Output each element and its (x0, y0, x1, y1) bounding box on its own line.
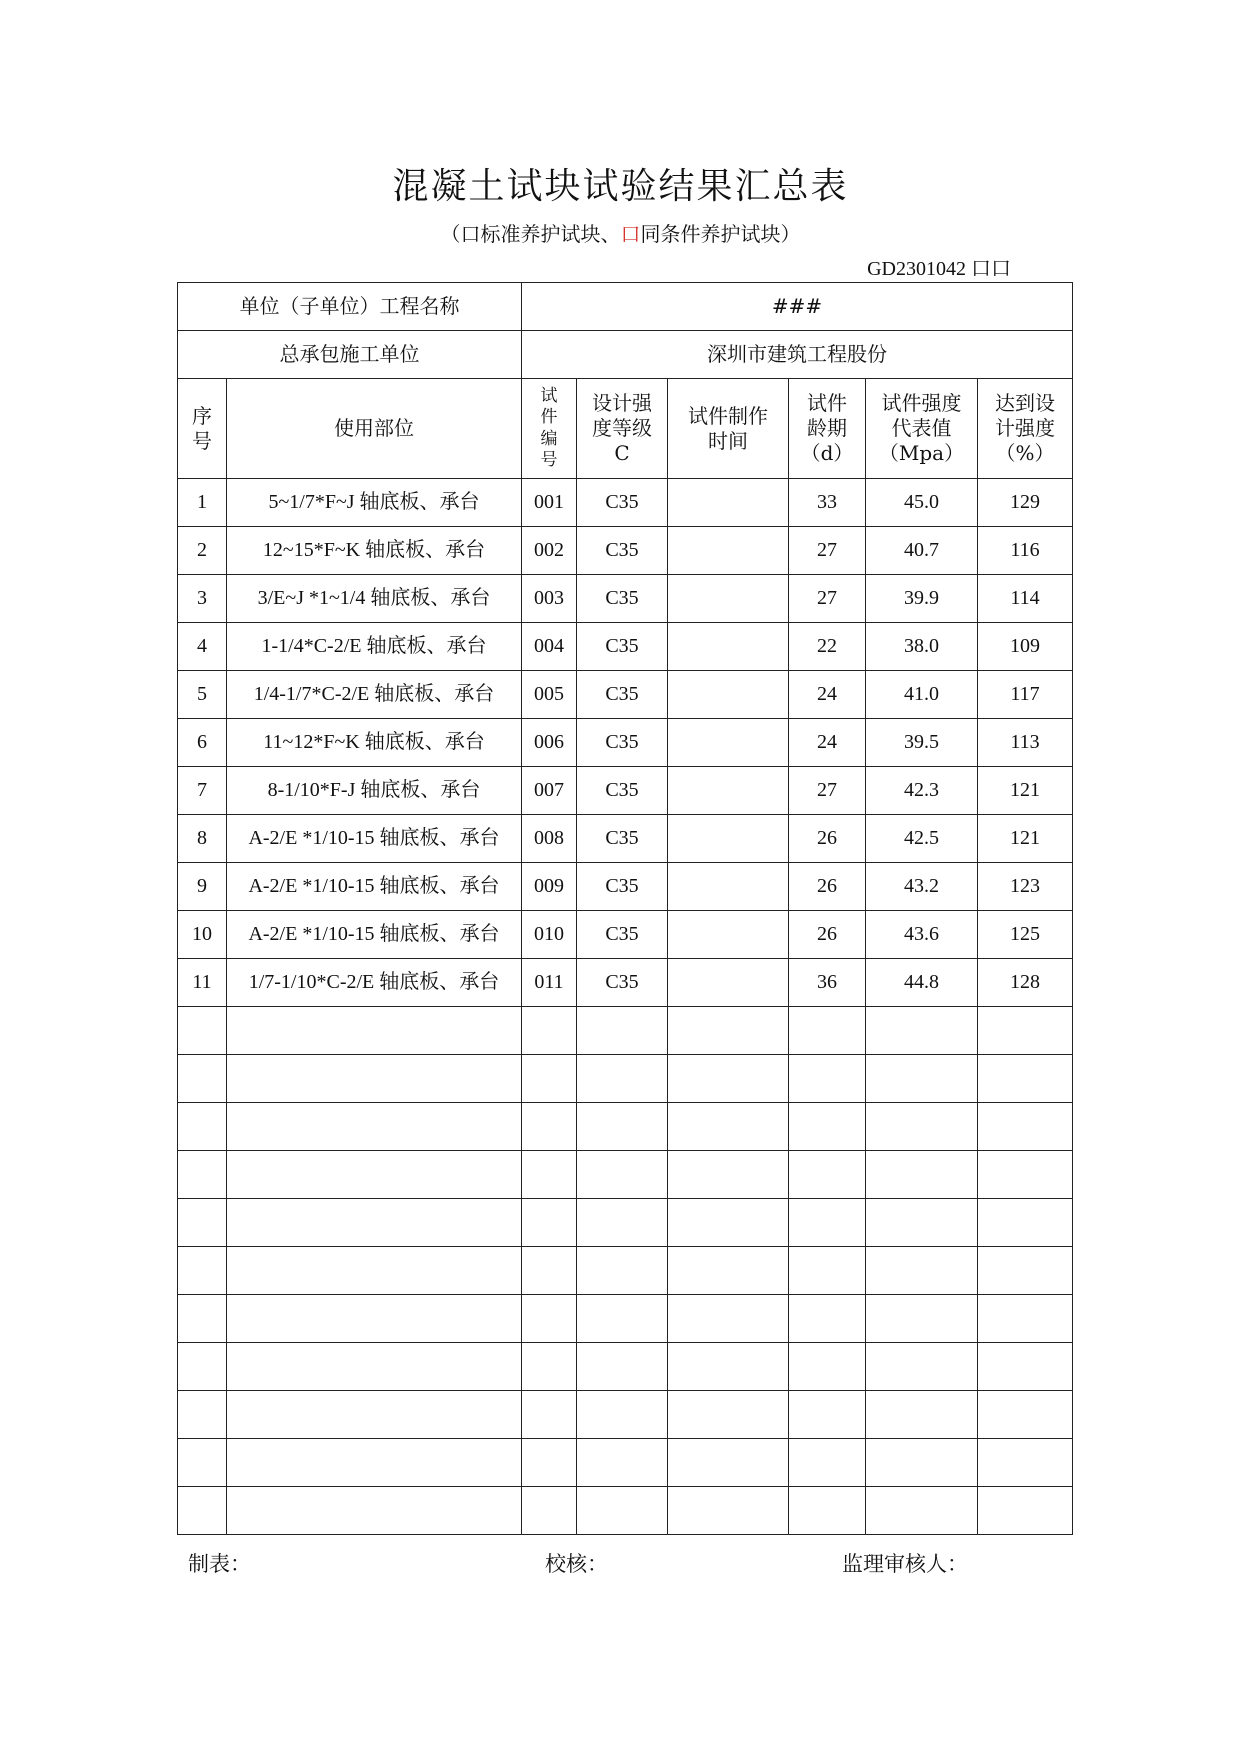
empty-cell (789, 1199, 866, 1247)
cell-made (668, 671, 789, 719)
empty-cell (668, 1151, 789, 1199)
cell-seq: 10 (178, 911, 227, 959)
cell-part: 12~15*F~K 轴底板、承台 (227, 527, 522, 575)
empty-cell (522, 1007, 577, 1055)
same-condition-checkbox[interactable]: 口 (620, 222, 641, 246)
empty-cell (978, 1487, 1073, 1535)
document-code: GD2301042 口口 (867, 258, 1011, 280)
contractor-row (178, 331, 1073, 379)
empty-cell (178, 1247, 227, 1295)
empty-cell (866, 1199, 978, 1247)
table-row (178, 767, 1073, 815)
empty-cell (978, 1055, 1073, 1103)
same-condition-label: 同条件养护试块） (640, 222, 801, 246)
cell-percent: 129 (978, 479, 1073, 527)
cell-grade: C35 (577, 479, 668, 527)
empty-cell (227, 1295, 522, 1343)
empty-cell (978, 1151, 1073, 1199)
header-made-time: 试件制作 时间 (668, 379, 789, 479)
empty-cell (577, 1439, 668, 1487)
cell-percent: 121 (978, 767, 1073, 815)
cell-made (668, 575, 789, 623)
cell-grade: C35 (577, 623, 668, 671)
cell-age: 27 (789, 527, 866, 575)
cell-grade: C35 (577, 863, 668, 911)
subtitle-open: （ (440, 222, 461, 246)
empty-cell (978, 1343, 1073, 1391)
cell-part: 11~12*F~K 轴底板、承台 (227, 719, 522, 767)
cell-age: 27 (789, 575, 866, 623)
empty-cell (866, 1055, 978, 1103)
empty-cell (978, 1103, 1073, 1151)
empty-cell (668, 1295, 789, 1343)
footer-checker: 校核： (545, 1552, 608, 1576)
header-strength: 试件强度 代表值 （Mpa） (866, 379, 978, 479)
cell-strength: 43.2 (866, 863, 978, 911)
cell-no: 001 (522, 479, 577, 527)
empty-cell (577, 1151, 668, 1199)
empty-cell (522, 1247, 577, 1295)
cell-age: 26 (789, 863, 866, 911)
cell-age: 24 (789, 719, 866, 767)
empty-cell (668, 1199, 789, 1247)
empty-cell (577, 1199, 668, 1247)
table-row (178, 479, 1073, 527)
empty-row (178, 1295, 1073, 1343)
empty-cell (978, 1247, 1073, 1295)
table-row (178, 959, 1073, 1007)
empty-cell (668, 1055, 789, 1103)
cell-strength: 42.3 (866, 767, 978, 815)
header-part: 使用部位 (227, 379, 522, 479)
table-row (178, 623, 1073, 671)
empty-cell (866, 1295, 978, 1343)
empty-cell (522, 1055, 577, 1103)
empty-cell (227, 1103, 522, 1151)
cell-made (668, 527, 789, 575)
empty-cell (227, 1391, 522, 1439)
table-row (178, 863, 1073, 911)
cell-grade: C35 (577, 575, 668, 623)
table-row (178, 671, 1073, 719)
cell-no: 010 (522, 911, 577, 959)
project-label: 单位（子单位）工程名称 (178, 283, 522, 331)
cell-age: 24 (789, 671, 866, 719)
cell-percent: 128 (978, 959, 1073, 1007)
empty-cell (178, 1439, 227, 1487)
empty-cell (668, 1247, 789, 1295)
table-row (178, 719, 1073, 767)
footer-supervisor: 监理审核人： (842, 1552, 968, 1576)
cell-age: 26 (789, 911, 866, 959)
table-row (178, 527, 1073, 575)
cell-strength: 38.0 (866, 623, 978, 671)
empty-cell (178, 1487, 227, 1535)
empty-cell (789, 1439, 866, 1487)
empty-cell (227, 1487, 522, 1535)
cell-part: 1/7-1/10*C-2/E 轴底板、承台 (227, 959, 522, 1007)
cell-no: 003 (522, 575, 577, 623)
cell-seq: 6 (178, 719, 227, 767)
cell-seq: 4 (178, 623, 227, 671)
standard-cure-checkbox[interactable]: 口 (460, 222, 481, 246)
empty-cell (577, 1487, 668, 1535)
cell-part: A-2/E *1/10-15 轴底板、承台 (227, 815, 522, 863)
empty-cell (866, 1103, 978, 1151)
empty-cell (978, 1007, 1073, 1055)
cell-strength: 43.6 (866, 911, 978, 959)
empty-cell (522, 1391, 577, 1439)
empty-cell (577, 1103, 668, 1151)
cell-strength: 40.7 (866, 527, 978, 575)
cell-age: 22 (789, 623, 866, 671)
cell-made (668, 719, 789, 767)
document-title: 混凝土试块试验结果汇总表 (392, 166, 849, 207)
empty-cell (668, 1343, 789, 1391)
empty-cell (178, 1007, 227, 1055)
cell-made (668, 767, 789, 815)
cell-no: 011 (522, 959, 577, 1007)
empty-row (178, 1343, 1073, 1391)
empty-row (178, 1391, 1073, 1439)
cell-age: 26 (789, 815, 866, 863)
cell-grade: C35 (577, 959, 668, 1007)
empty-cell (789, 1007, 866, 1055)
empty-cell (577, 1055, 668, 1103)
empty-cell (789, 1343, 866, 1391)
empty-cell (866, 1151, 978, 1199)
empty-cell (978, 1439, 1073, 1487)
empty-cell (227, 1199, 522, 1247)
empty-cell (522, 1199, 577, 1247)
empty-cell (668, 1439, 789, 1487)
empty-cell (227, 1247, 522, 1295)
empty-cell (668, 1103, 789, 1151)
cell-percent: 121 (978, 815, 1073, 863)
empty-cell (577, 1295, 668, 1343)
cell-strength: 45.0 (866, 479, 978, 527)
empty-cell (577, 1007, 668, 1055)
empty-cell (866, 1391, 978, 1439)
cell-no: 009 (522, 863, 577, 911)
header-row (178, 379, 1073, 479)
empty-cell (789, 1247, 866, 1295)
cell-percent: 109 (978, 623, 1073, 671)
cell-seq: 1 (178, 479, 227, 527)
cell-strength: 39.5 (866, 719, 978, 767)
empty-cell (789, 1055, 866, 1103)
project-value: ### (522, 283, 1073, 331)
cell-seq: 8 (178, 815, 227, 863)
cell-part: 1/4-1/7*C-2/E 轴底板、承台 (227, 671, 522, 719)
empty-cell (668, 1391, 789, 1439)
contractor-label: 总承包施工单位 (178, 331, 522, 379)
empty-cell (789, 1103, 866, 1151)
empty-cell (227, 1151, 522, 1199)
cell-strength: 39.9 (866, 575, 978, 623)
empty-cell (178, 1199, 227, 1247)
cell-made (668, 911, 789, 959)
cell-part: 5~1/7*F~J 轴底板、承台 (227, 479, 522, 527)
cell-grade: C35 (577, 815, 668, 863)
cell-seq: 2 (178, 527, 227, 575)
empty-cell (668, 1007, 789, 1055)
header-seq: 序 号 (178, 379, 227, 479)
results-table (177, 282, 1073, 1535)
cell-seq: 3 (178, 575, 227, 623)
standard-cure-label: 标准养护试块、 (480, 222, 621, 246)
subtitle (0, 218, 1241, 247)
header-sample-no: 试 件 编 号 (522, 379, 577, 479)
cell-grade: C35 (577, 527, 668, 575)
empty-cell (522, 1487, 577, 1535)
empty-cell (789, 1487, 866, 1535)
cell-part: 8-1/10*F-J 轴底板、承台 (227, 767, 522, 815)
empty-cell (866, 1487, 978, 1535)
empty-cell (178, 1391, 227, 1439)
header-age: 试件 龄期 （d） (789, 379, 866, 479)
footer-maker: 制表： (188, 1552, 251, 1576)
cell-seq: 9 (178, 863, 227, 911)
cell-seq: 11 (178, 959, 227, 1007)
project-row (178, 283, 1073, 331)
empty-cell (866, 1343, 978, 1391)
cell-age: 33 (789, 479, 866, 527)
empty-cell (522, 1295, 577, 1343)
empty-cell (227, 1007, 522, 1055)
header-grade: 设计强 度等级 C (577, 379, 668, 479)
cell-strength: 42.5 (866, 815, 978, 863)
empty-row (178, 1103, 1073, 1151)
empty-cell (227, 1055, 522, 1103)
cell-grade: C35 (577, 767, 668, 815)
cell-percent: 116 (978, 527, 1073, 575)
empty-row (178, 1151, 1073, 1199)
empty-row (178, 1007, 1073, 1055)
cell-made (668, 959, 789, 1007)
cell-percent: 114 (978, 575, 1073, 623)
cell-seq: 7 (178, 767, 227, 815)
empty-cell (668, 1487, 789, 1535)
table-row (178, 815, 1073, 863)
cell-percent: 113 (978, 719, 1073, 767)
cell-part: 3/E~J *1~1/4 轴底板、承台 (227, 575, 522, 623)
cell-percent: 117 (978, 671, 1073, 719)
cell-part: A-2/E *1/10-15 轴底板、承台 (227, 911, 522, 959)
empty-cell (178, 1295, 227, 1343)
cell-grade: C35 (577, 719, 668, 767)
empty-row (178, 1439, 1073, 1487)
cell-age: 27 (789, 767, 866, 815)
empty-cell (978, 1391, 1073, 1439)
cell-no: 006 (522, 719, 577, 767)
cell-part: 1-1/4*C-2/E 轴底板、承台 (227, 623, 522, 671)
empty-cell (577, 1247, 668, 1295)
cell-no: 002 (522, 527, 577, 575)
empty-cell (577, 1343, 668, 1391)
cell-no: 004 (522, 623, 577, 671)
empty-cell (866, 1247, 978, 1295)
cell-grade: C35 (577, 911, 668, 959)
table-row (178, 911, 1073, 959)
empty-cell (178, 1151, 227, 1199)
cell-made (668, 623, 789, 671)
cell-grade: C35 (577, 671, 668, 719)
empty-cell (522, 1343, 577, 1391)
header-percent: 达到设 计强度 （%） (978, 379, 1073, 479)
cell-made (668, 815, 789, 863)
empty-cell (178, 1103, 227, 1151)
cell-made (668, 863, 789, 911)
cell-made (668, 479, 789, 527)
empty-cell (978, 1295, 1073, 1343)
table-row (178, 575, 1073, 623)
cell-part: A-2/E *1/10-15 轴底板、承台 (227, 863, 522, 911)
empty-cell (227, 1343, 522, 1391)
empty-row (178, 1487, 1073, 1535)
empty-cell (522, 1103, 577, 1151)
empty-cell (522, 1151, 577, 1199)
empty-cell (577, 1391, 668, 1439)
empty-cell (178, 1055, 227, 1103)
empty-cell (978, 1199, 1073, 1247)
empty-cell (789, 1151, 866, 1199)
cell-percent: 125 (978, 911, 1073, 959)
cell-seq: 5 (178, 671, 227, 719)
empty-row (178, 1199, 1073, 1247)
empty-cell (522, 1439, 577, 1487)
contractor-value: 深圳市建筑工程股份 (522, 331, 1073, 379)
empty-cell (227, 1439, 522, 1487)
cell-no: 008 (522, 815, 577, 863)
cell-age: 36 (789, 959, 866, 1007)
empty-cell (789, 1391, 866, 1439)
cell-percent: 123 (978, 863, 1073, 911)
empty-row (178, 1247, 1073, 1295)
empty-cell (866, 1007, 978, 1055)
cell-no: 005 (522, 671, 577, 719)
empty-row (178, 1055, 1073, 1103)
cell-strength: 41.0 (866, 671, 978, 719)
cell-strength: 44.8 (866, 959, 978, 1007)
empty-cell (789, 1295, 866, 1343)
empty-cell (866, 1439, 978, 1487)
cell-no: 007 (522, 767, 577, 815)
empty-cell (178, 1343, 227, 1391)
